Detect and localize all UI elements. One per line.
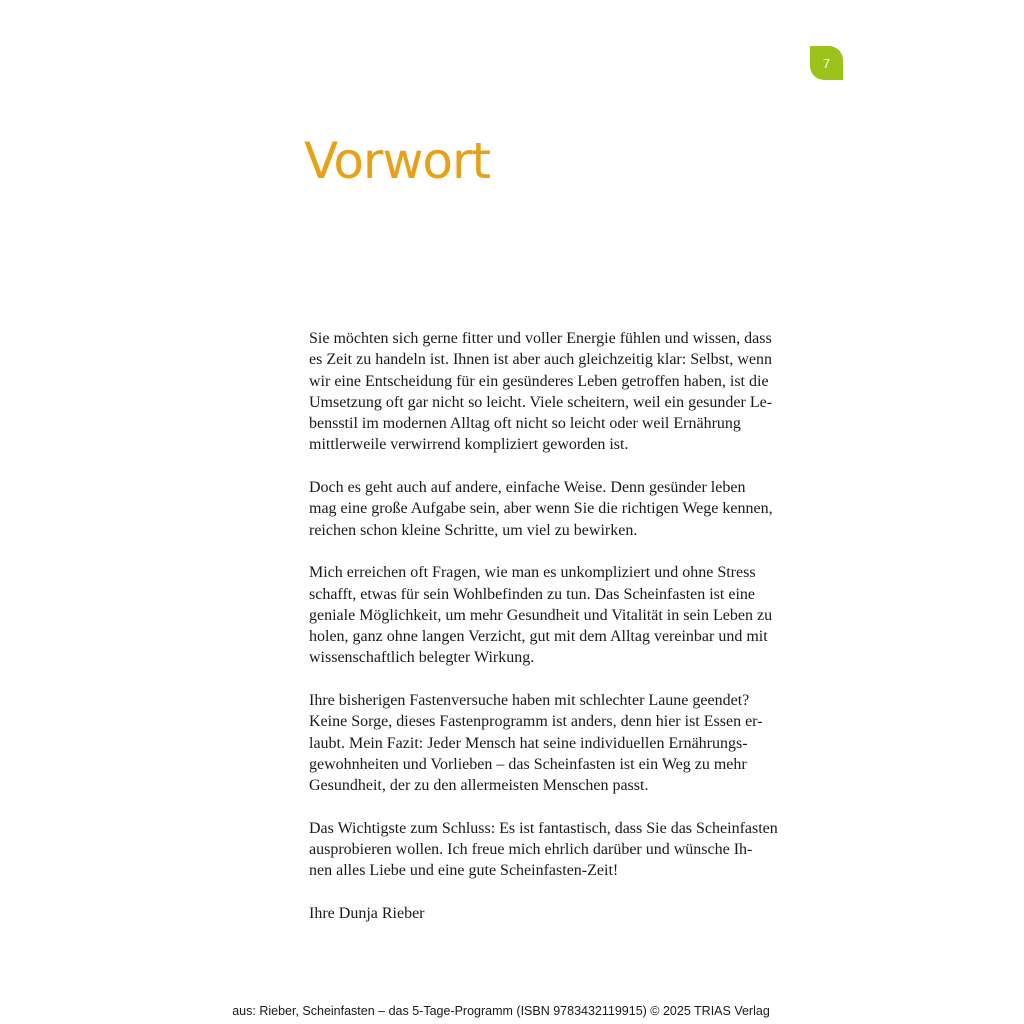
- text-line: holen, ganz ohne langen Verzicht, gut mit dem Alltag vereinbar und mit: [309, 628, 768, 646]
- text-line: reichen schon kleine Schritte, um viel zu bewirken.: [309, 521, 638, 539]
- text-line: bensstil im modernen Alltag oft nicht so leicht oder weil Ernährung: [309, 415, 741, 433]
- page-title: Vorwort: [304, 132, 491, 190]
- text-line: Gesundheit, der zu den allermeisten Menschen passt.: [309, 777, 649, 795]
- text-line: laubt. Mein Fazit: Jeder Mensch hat seine individuellen Ernährungs-: [309, 734, 748, 752]
- text-line: nen alles Liebe und eine gute Scheinfasten-Zeit!: [309, 862, 619, 880]
- text-line: Doch es geht auch auf andere, einfache Weise. Denn gesünder leben: [309, 479, 746, 497]
- signature-text: Ihre Dunja Rieber: [309, 905, 425, 923]
- text-line: es Zeit zu handeln ist. Ihnen ist aber auch gleichzeitig klar: Selbst, wenn: [309, 351, 772, 369]
- paragraph: [309, 477, 799, 541]
- body-text: [309, 328, 799, 946]
- text-line: Keine Sorge, dieses Fastenprogramm ist anders, denn hier ist Essen er-: [309, 713, 763, 731]
- text-line: mittlerweile verwirrend kompliziert geworden ist.: [309, 436, 629, 454]
- paragraph: [309, 690, 799, 796]
- paragraph: [309, 818, 799, 882]
- text-line: gewohnheiten und Vorlieben – das Scheinfasten ist ein Weg zu mehr: [309, 755, 747, 773]
- text-line: geniale Möglichkeit, um mehr Gesundheit und Vitalität in sein Leben zu: [309, 606, 773, 624]
- text-line: mag eine große Aufgabe sein, aber wenn Sie die richtigen Wege kennen,: [309, 500, 773, 518]
- footer-citation: aus: Rieber, Scheinfasten – das 5-Tage-Programm (ISBN 9783432119915) © 2025 TRIAS Verlag: [232, 1004, 770, 1018]
- text-line: Mich erreichen oft Fragen, wie man es unkompliziert und ohne Stress: [309, 564, 756, 582]
- text-line: Sie möchten sich gerne fitter und voller Energie fühlen und wissen, dass: [309, 330, 772, 347]
- text-line: schafft, etwas für sein Wohlbefinden zu tun. Das Scheinfasten ist eine: [309, 585, 755, 603]
- text-line: wissenschaftlich belegter Wirkung.: [309, 649, 535, 667]
- paragraph: [309, 328, 799, 456]
- text-line: Umsetzung oft gar nicht so leicht. Viele scheitern, weil ein gesunder Le-: [309, 393, 773, 411]
- text-line: ausprobieren wollen. Ich freue mich ehrlich darüber und wünsche Ih-: [309, 841, 753, 859]
- page-number-badge: 7: [810, 46, 843, 80]
- text-line: wir eine Entscheidung für ein gesünderes Leben getroffen haben, ist die: [309, 372, 769, 390]
- text-line: Ihre bisherigen Fastenversuche haben mit schlechter Laune geendet?: [309, 692, 750, 710]
- signature: [309, 903, 799, 924]
- paragraph: [309, 562, 799, 668]
- text-line: Das Wichtigste zum Schluss: Es ist fantastisch, dass Sie das Scheinfasten: [309, 819, 778, 837]
